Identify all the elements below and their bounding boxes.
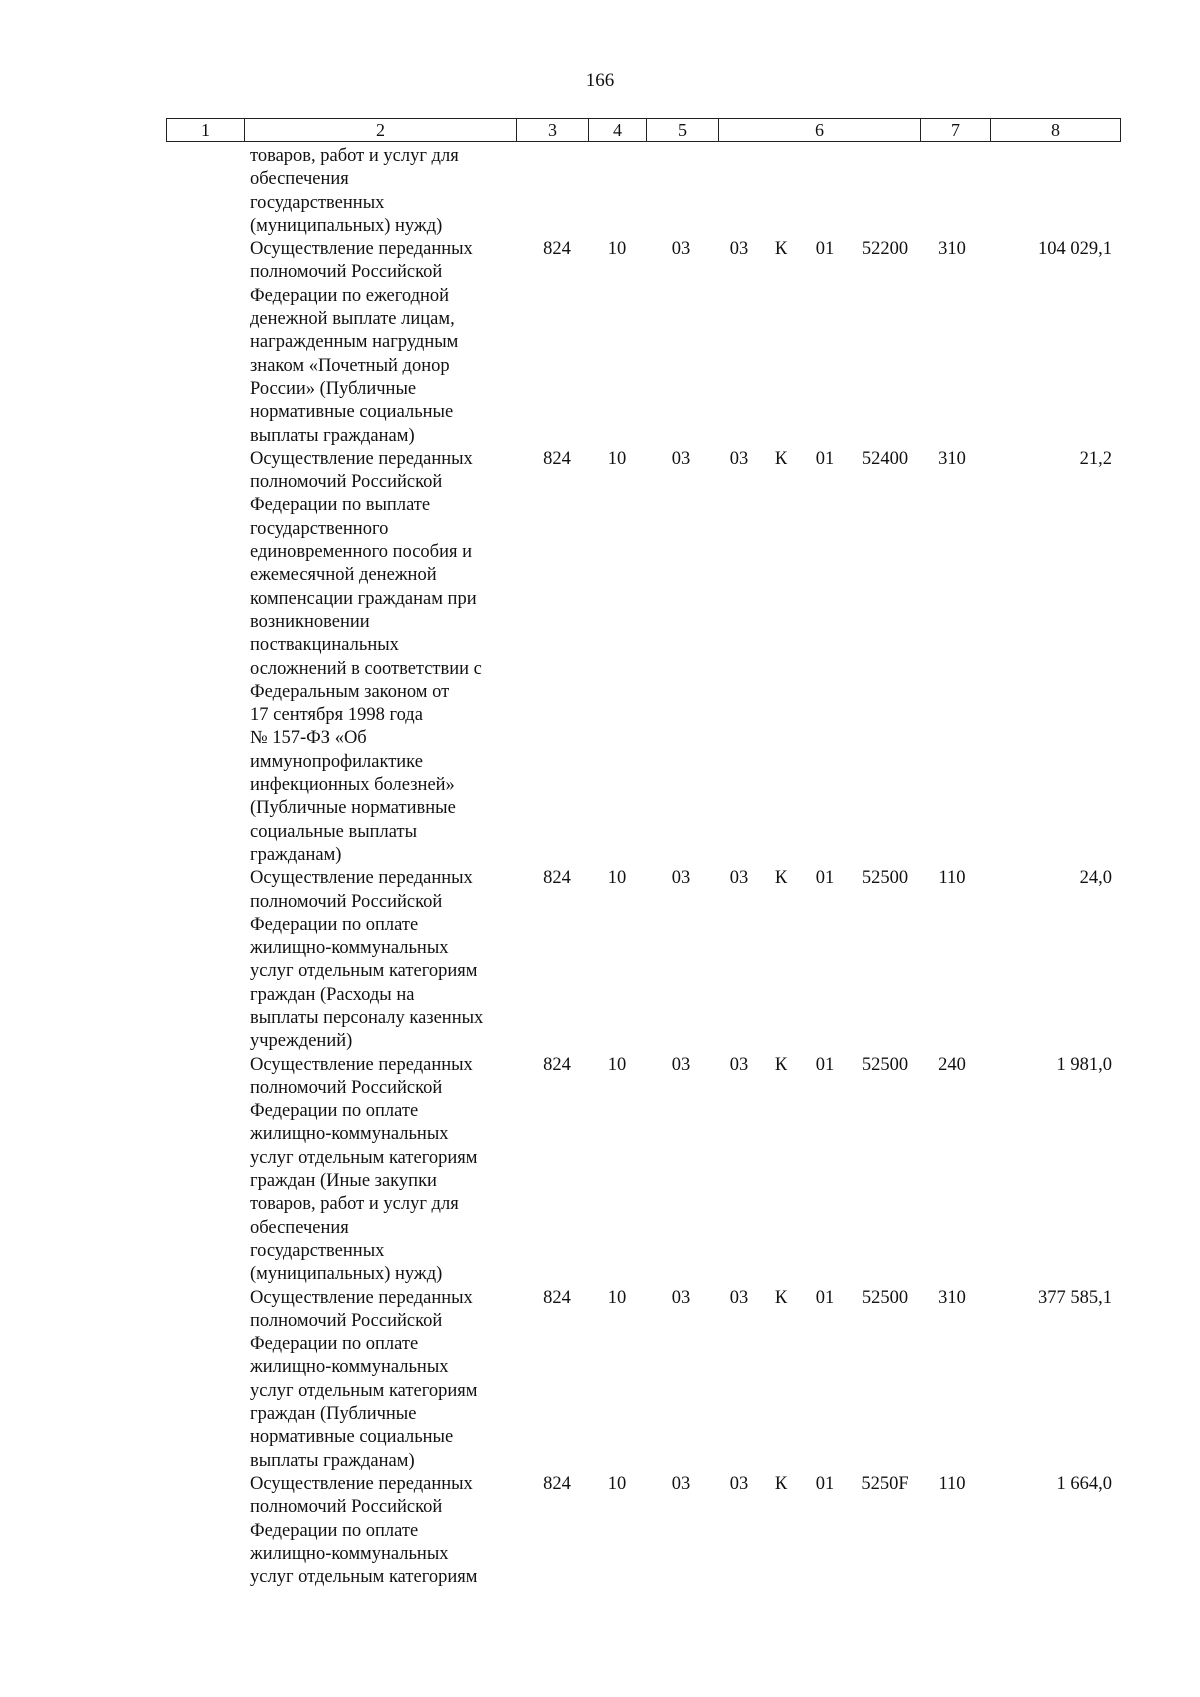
- row-amount: 1 664,0: [1056, 1473, 1112, 1494]
- row-amount: 21,2: [1079, 448, 1112, 469]
- header-col-2: 2: [245, 119, 517, 142]
- row-subprogram-code: К: [774, 239, 788, 260]
- header-col-6: 6: [719, 119, 921, 142]
- header-col-7: 7: [921, 119, 991, 142]
- row-subprogram-code: К: [774, 448, 788, 469]
- budget-table-body: [0, 145, 1200, 1589]
- row-expense-type: 110: [938, 1473, 966, 1494]
- row-subsection-code: 03: [671, 448, 691, 469]
- table-row: [0, 238, 1200, 448]
- row-admin-code: 824: [543, 1287, 571, 1308]
- row-admin-code: 824: [543, 1054, 571, 1075]
- header-col-3: 3: [517, 119, 589, 142]
- row-admin-code: 824: [543, 1473, 571, 1494]
- row-activity-code: 01: [815, 448, 835, 469]
- row-section-code: 10: [607, 868, 627, 889]
- table-row: [0, 1287, 1200, 1473]
- row-program-code: 03: [729, 1473, 749, 1494]
- row-direction-code: 52400: [861, 448, 909, 469]
- row-direction-code: 5250F: [861, 1473, 909, 1494]
- row-admin-code: 824: [543, 448, 571, 469]
- row-section-code: 10: [607, 1054, 627, 1075]
- row-admin-code: 824: [543, 868, 571, 889]
- row-expense-type: 110: [938, 868, 966, 889]
- row-activity-code: 01: [815, 1473, 835, 1494]
- row-direction-code: 52500: [861, 868, 909, 889]
- row-activity-code: 01: [815, 1287, 835, 1308]
- row-subsection-code: 03: [671, 868, 691, 889]
- row-admin-code: 824: [543, 239, 571, 260]
- row-amount: 377 585,1: [1038, 1287, 1112, 1308]
- table-row: [0, 448, 1200, 867]
- row-expense-type: 240: [938, 1054, 966, 1075]
- row-activity-code: 01: [815, 239, 835, 260]
- header-col-1: 1: [167, 119, 245, 142]
- row-subsection-code: 03: [671, 1054, 691, 1075]
- row-description: Осуществление переданных полномочий Российской Федерации по ежегодной денежной выплате лицам, награжденным нагрудным знаком «Почетный донор России» (Публичные нормативные социальные выплаты гражданам): [250, 239, 473, 446]
- row-program-code: 03: [729, 1287, 749, 1308]
- row-section-code: 10: [607, 1287, 627, 1308]
- page-number: 166: [585, 70, 615, 91]
- row-amount: 104 029,1: [1038, 239, 1112, 260]
- table-row: [0, 1054, 1200, 1287]
- row-section-code: 10: [607, 1473, 627, 1494]
- row-expense-type: 310: [938, 239, 966, 260]
- table-row: [0, 145, 1200, 238]
- row-direction-code: 52500: [861, 1054, 909, 1075]
- row-subsection-code: 03: [671, 1473, 691, 1494]
- column-number-header: [166, 118, 1121, 142]
- row-program-code: 03: [729, 868, 749, 889]
- row-expense-type: 310: [938, 448, 966, 469]
- row-activity-code: 01: [815, 868, 835, 889]
- row-description: Осуществление переданных полномочий Российской Федерации по оплате жилищно-коммунальных услуг отдельным категориям граждан (Иные закупки товаров, работ и услуг для обеспечения государственных (муниципальных) нужд): [250, 1054, 478, 1285]
- table-row: [0, 867, 1200, 1053]
- row-description: Осуществление переданных полномочий Российской Федерации по оплате жилищно-коммунальных услуг отдельным категориям граждан (Расходы на выплаты персоналу казенных учреждений): [250, 868, 484, 1052]
- row-program-code: 03: [729, 448, 749, 469]
- row-expense-type: 310: [938, 1287, 966, 1308]
- row-description: Осуществление переданных полномочий Российской Федерации по оплате жилищно-коммунальных услуг отдельным категориям: [250, 1473, 478, 1588]
- row-direction-code: 52200: [861, 239, 909, 260]
- row-description: товаров, работ и услуг для обеспечения государственных (муниципальных) нужд): [250, 146, 459, 236]
- row-description: Осуществление переданных полномочий Российской Федерации по выплате государственного единовременного пособия и ежемесячной денежной компенсации гражданам при возникновении поствакцинальных осложнений в соответствии с Федеральным законом от 17 сентября 1998 года № 157-ФЗ «Об иммунопрофилактике инфекционных болезней» (Публичные нормативные социальные выплаты гражданам): [250, 448, 482, 865]
- row-amount: 24,0: [1079, 868, 1112, 889]
- row-subsection-code: 03: [671, 239, 691, 260]
- row-section-code: 10: [607, 239, 627, 260]
- row-section-code: 10: [607, 448, 627, 469]
- row-subprogram-code: К: [774, 1287, 788, 1308]
- row-direction-code: 52500: [861, 1287, 909, 1308]
- row-amount: 1 981,0: [1056, 1054, 1112, 1075]
- row-program-code: 03: [729, 239, 749, 260]
- table-row: [0, 1473, 1200, 1589]
- row-subprogram-code: К: [774, 1473, 788, 1494]
- header-col-8: 8: [991, 119, 1121, 142]
- row-subprogram-code: К: [774, 1054, 788, 1075]
- header-col-4: 4: [589, 119, 647, 142]
- row-description: Осуществление переданных полномочий Российской Федерации по оплате жилищно-коммунальных услуг отдельным категориям граждан (Публичные нормативные социальные выплаты гражданам): [250, 1287, 478, 1471]
- row-activity-code: 01: [815, 1054, 835, 1075]
- row-program-code: 03: [729, 1054, 749, 1075]
- row-subprogram-code: К: [774, 868, 788, 889]
- header-col-5: 5: [647, 119, 719, 142]
- row-subsection-code: 03: [671, 1287, 691, 1308]
